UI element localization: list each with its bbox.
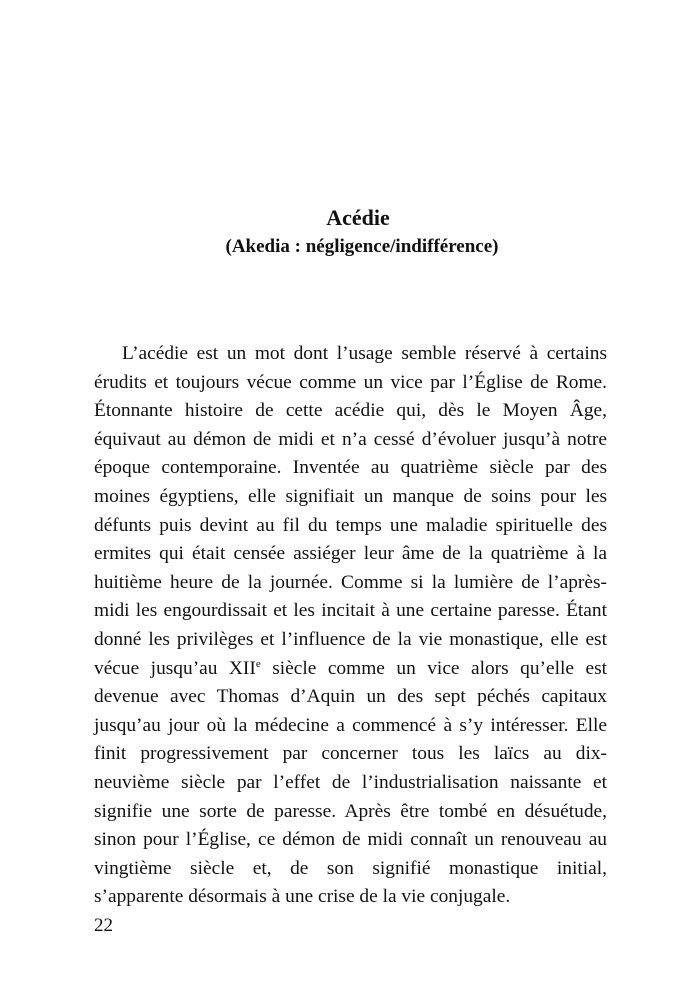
text-line-with-superscript (94, 655, 607, 684)
text-line: vingtième siècle et, de son signifié monastique initial, (94, 857, 607, 879)
text-line: devenue avec Thomas d’Aquin un des sept péchés capitaux (94, 686, 607, 708)
body-paragraph (94, 340, 607, 912)
text-line: donné les privilèges et l’influence de la vie monastique, elle est (94, 628, 607, 650)
text-line: moines égyptiens, elle signifiait un manque de soins pour les (94, 485, 607, 507)
page-number: 22 (94, 915, 113, 936)
text-line: signifie une sorte de paresse. Après être tombé en désuétude, (94, 800, 607, 822)
text-line: s’apparente désormais à une crise de la vie conjugale. (94, 886, 511, 908)
text-segment: vécue jusqu’au XII (94, 657, 256, 679)
text-line: finit progressivement par concerner tous les laïcs au dix- (94, 743, 607, 765)
text-line: jusqu’au jour où la médecine a commencé à s’y intéresser. Elle (94, 714, 607, 736)
chapter-subtitle: (Akedia : négligence/indifférence) (225, 236, 499, 257)
text-segment: siècle comme un vice alors qu’elle est (260, 657, 608, 679)
text-line: époque contemporaine. Inventée au quatrième siècle par des (94, 457, 607, 479)
chapter-title: Acédie (326, 205, 390, 230)
text-line: érudits et toujours vécue comme un vice par l’Église de Rome. (94, 371, 607, 393)
text-line: Étonnante histoire de cette acédie qui, dès le Moyen Âge, (94, 400, 607, 422)
text-line: sinon pour l’Église, ce démon de midi connaît un renouveau au (94, 829, 607, 851)
text-line: défunts puis devint au fil du temps une maladie spirituelle des (94, 514, 607, 536)
text-line: ermites qui était censée assiéger leur âme de la quatrième à la (94, 543, 607, 565)
text-line: L’acédie est un mot dont l’usage semble réservé à certains (122, 343, 607, 364)
text-line: huitième heure de la journée. Comme si la lumière de l’après- (94, 571, 607, 593)
text-line: neuvième siècle par l’effet de l’industrialisation naissante et (94, 771, 607, 793)
superscript: e (255, 657, 261, 670)
text-line: midi les engourdissait et les incitait à une certaine paresse. Étant (94, 600, 607, 622)
text-line: équivaut au démon de midi et n’a cessé d’évoluer jusqu’à notre (94, 428, 607, 450)
